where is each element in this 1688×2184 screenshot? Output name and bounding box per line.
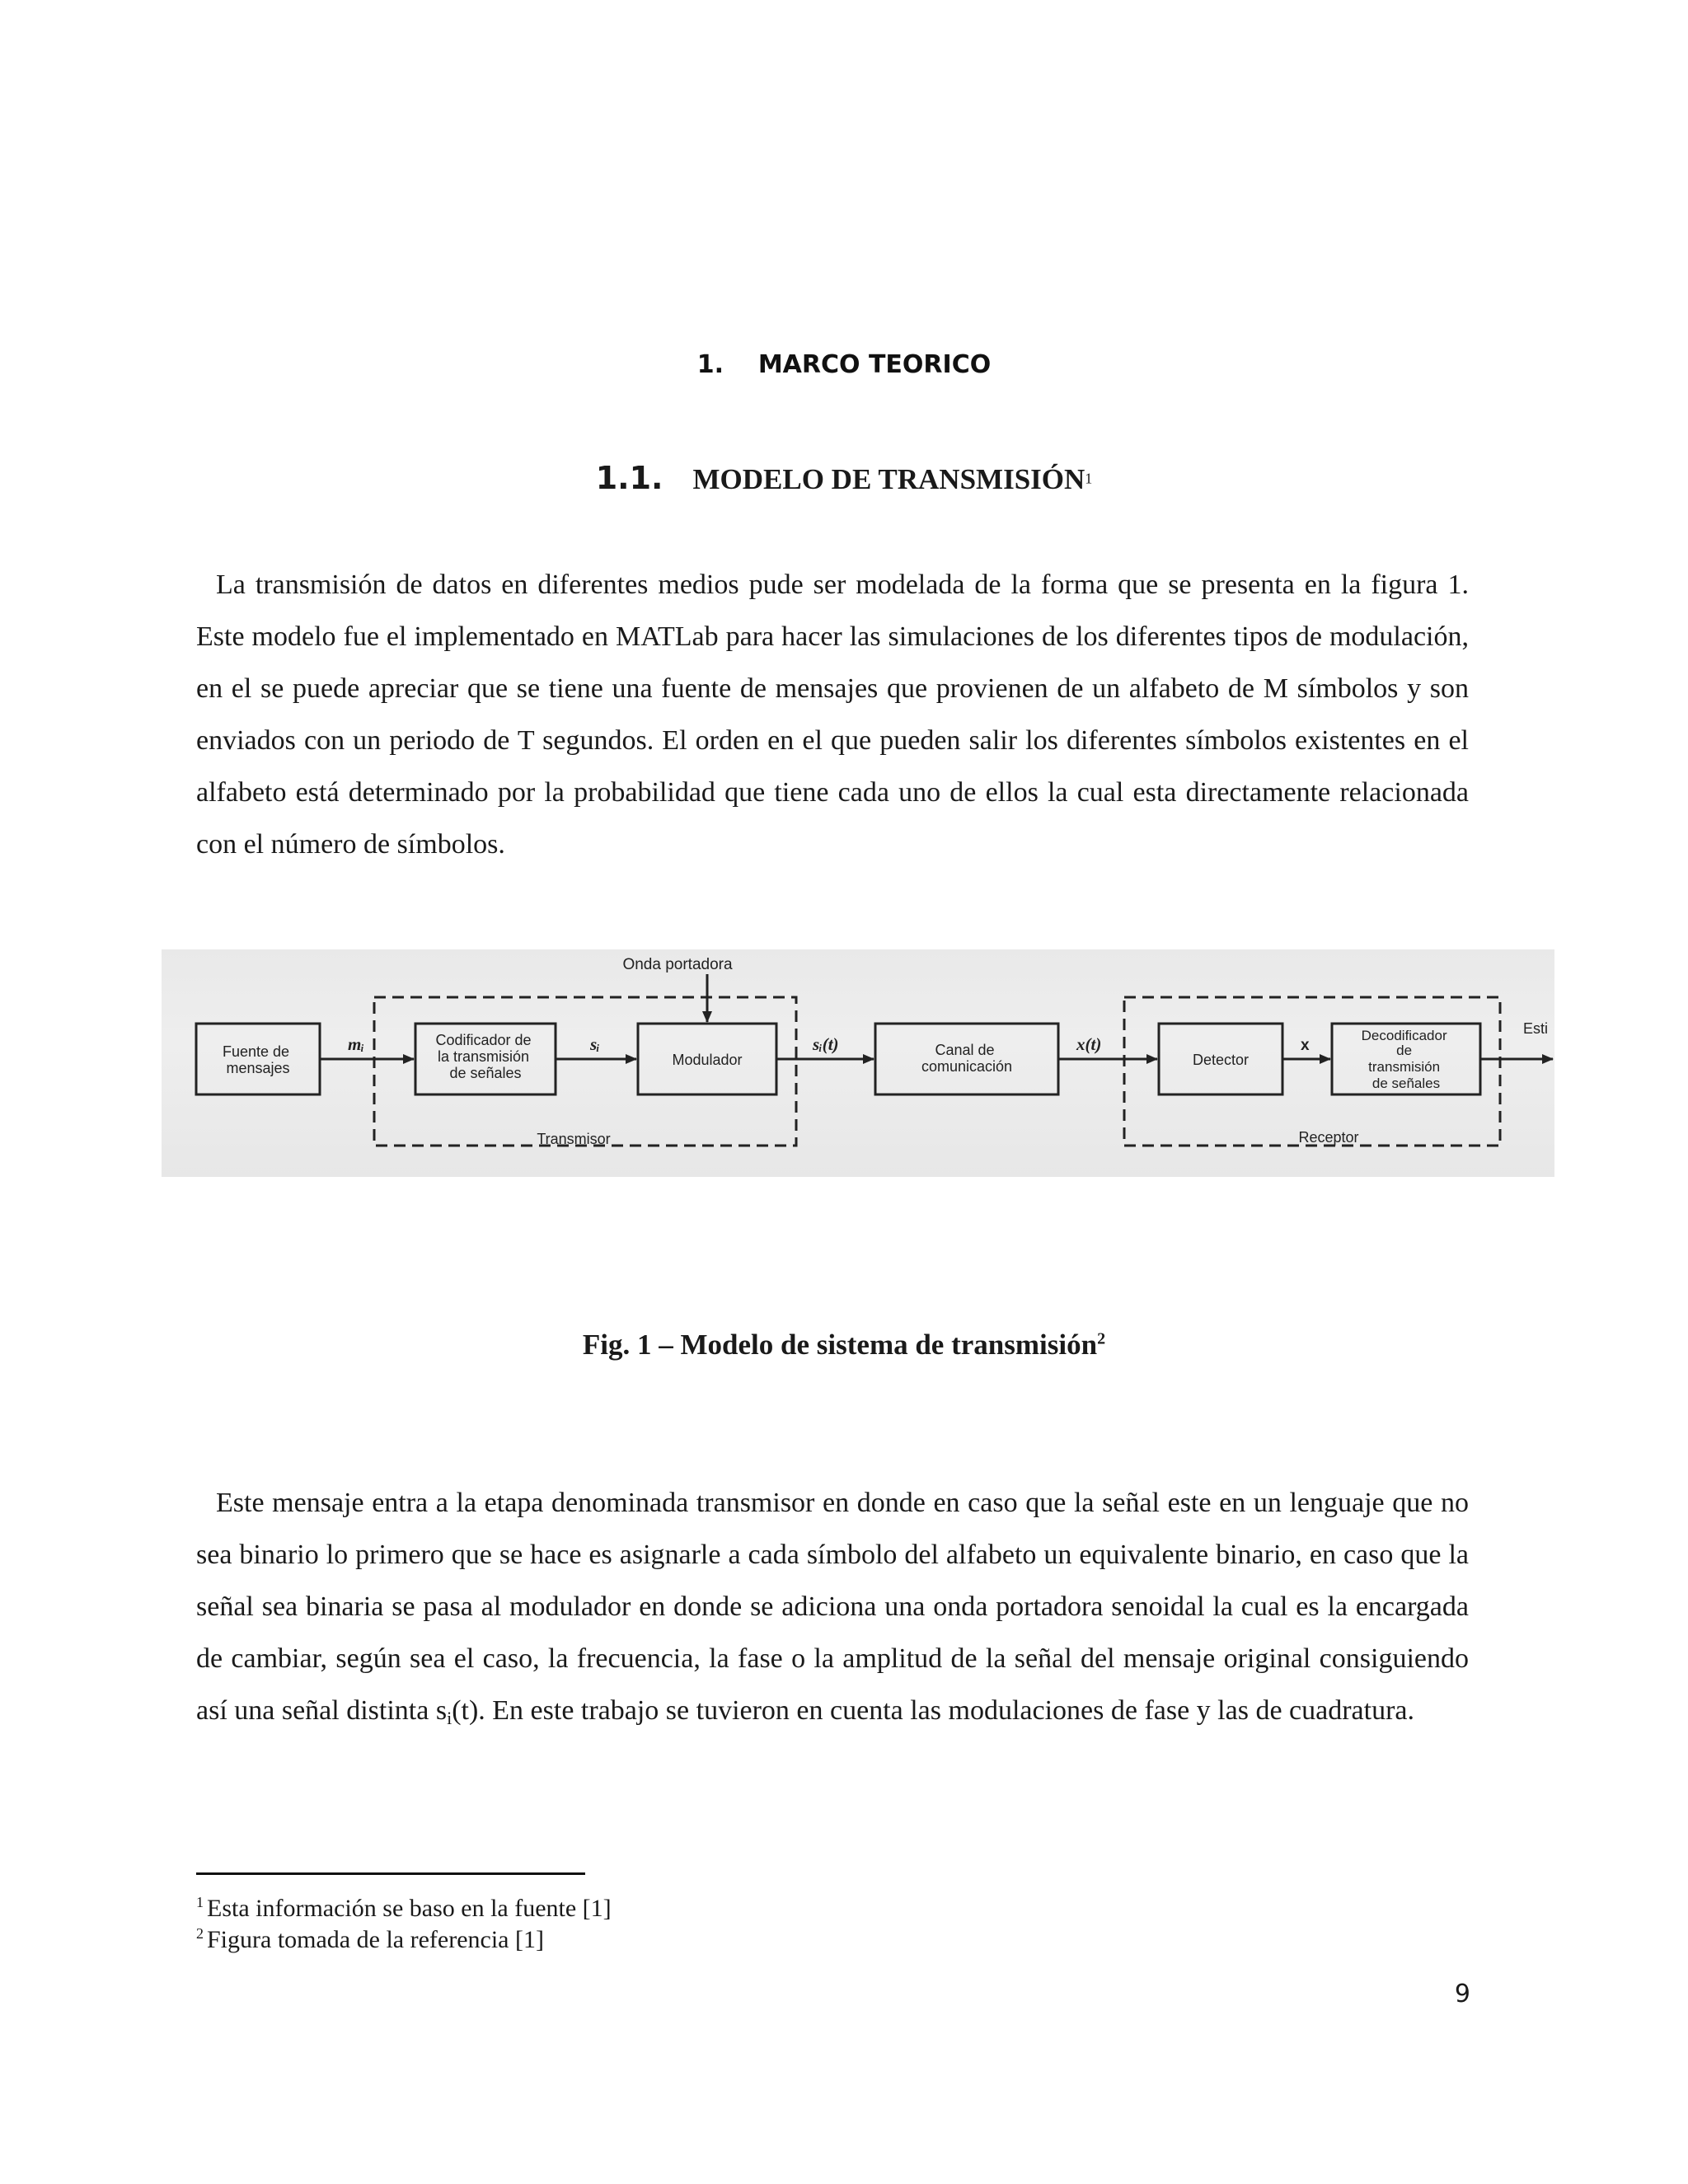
section-heading: 1. MARCO TEORICO — [696, 350, 992, 379]
svg-text:Decodificador de t — [1362, 1028, 1451, 1091]
paragraph-transmitter-text-a: Este mensaje entra a la etapa denominada transmisor en donde en caso que la señal este en un lenguaje que no sea binario lo primero que se hace es asignarle a cada símbolo del alfabeto un equivalente binario, en caso que la señal sea binaria se pasa al modulador en donde se adiciona una onda portadora senoidal la cual es la encargada de cambiar, según sea el caso, la frecuencia, la fase o la amplitud de la señal del mensaje original consiguiendo así una señal distinta s — [196, 1488, 1469, 1726]
encoder-label-3: de señales — [449, 1065, 522, 1081]
signal-x: x — [1301, 1037, 1310, 1054]
encoder-label-1: Codificador de — [435, 1032, 532, 1048]
decoder-label-4: de señales — [1372, 1076, 1441, 1091]
paragraph-transmitter — [196, 1477, 1469, 1744]
figure-caption-text: Fig. 1 – Modelo de sistema de transmisión — [582, 1329, 1098, 1361]
block-diagram-figure — [162, 949, 1554, 1177]
encoder-label-2: la transmisión — [437, 1048, 530, 1065]
page-number: 9 — [1454, 1980, 1470, 2008]
footnote-2-text: Figura tomada de la referencia [1] — [207, 1926, 544, 1953]
receiver-label: Receptor — [1298, 1129, 1359, 1146]
paragraph-transmitter-text-b: (t). En este trabajo se tuvieron en cuenta las modulaciones de fase y las de cuadratura. — [452, 1695, 1414, 1726]
footnote-ref-2[interactable]: 2 — [1097, 1329, 1106, 1348]
footnote-2-mark: 2 — [196, 1925, 204, 1942]
svg-text:Fuente de mensajes — [223, 1043, 293, 1076]
decoder-label-3: transmisión — [1368, 1059, 1441, 1075]
channel-label-2: comunicación — [921, 1058, 1013, 1075]
svg-text:Codificador de la transm — [435, 1032, 535, 1081]
transmitter-group — [374, 997, 796, 1146]
transmitter-label: Transmisor — [537, 1131, 611, 1147]
source-label-1: Fuente de — [222, 1043, 290, 1060]
subsection-number: 1.1. — [595, 460, 663, 496]
decoder-label-1: Decodificador — [1361, 1028, 1447, 1043]
subsection-heading — [0, 460, 1688, 496]
footnote-ref-1[interactable]: 1 — [1085, 470, 1093, 487]
footnote-2 — [196, 1919, 544, 1955]
footnote-divider — [196, 1872, 585, 1875]
signal-mi: mᵢ — [348, 1034, 364, 1054]
signal-output: Esti — [1523, 1020, 1549, 1037]
channel-label-1: Canal de — [935, 1042, 995, 1058]
footnote-1-mark: 1 — [196, 1894, 204, 1910]
signal-xt: x(t) — [1076, 1034, 1102, 1054]
svg-text:Canal de comunicación — [921, 1042, 1012, 1075]
block-diagram — [162, 949, 1554, 1177]
figure-caption — [0, 1329, 1688, 1361]
footnote-1-text: Esta información se baso en la fuente [1] — [207, 1895, 612, 1922]
signal-si: sᵢ — [590, 1034, 600, 1054]
signal-sit: sᵢ(t) — [813, 1034, 839, 1054]
subsection-title: MODELO DE TRANSMISIÓN — [692, 463, 1085, 495]
decoder-label-2: de — [1396, 1043, 1413, 1058]
source-label-2: mensajes — [226, 1060, 290, 1076]
detector-label: Detector — [1192, 1052, 1250, 1068]
paragraph-intro: La transmisión de datos en diferentes medios pude ser modelada de la forma que se presenta en la figura 1. Este modelo fue el implementado en MATLab para hacer las simulaciones de los diferentes tipos de modulación, en el se puede apreciar que se tiene una fuente de mensajes que provienen de un alfabeto de M símbolos y son enviados con un periodo de T segundos. El orden en el que pueden salir los diferentes símbolos existentes en el alfabeto está determinado por la probabilidad que tiene cada uno de ellos la cual esta directamente relacionada con el número de símbolos. — [196, 569, 1469, 860]
modulator-label: Modulador — [672, 1052, 743, 1068]
subscript-i: i — [447, 1708, 452, 1728]
carrier-label: Onda portadora — [622, 956, 733, 973]
